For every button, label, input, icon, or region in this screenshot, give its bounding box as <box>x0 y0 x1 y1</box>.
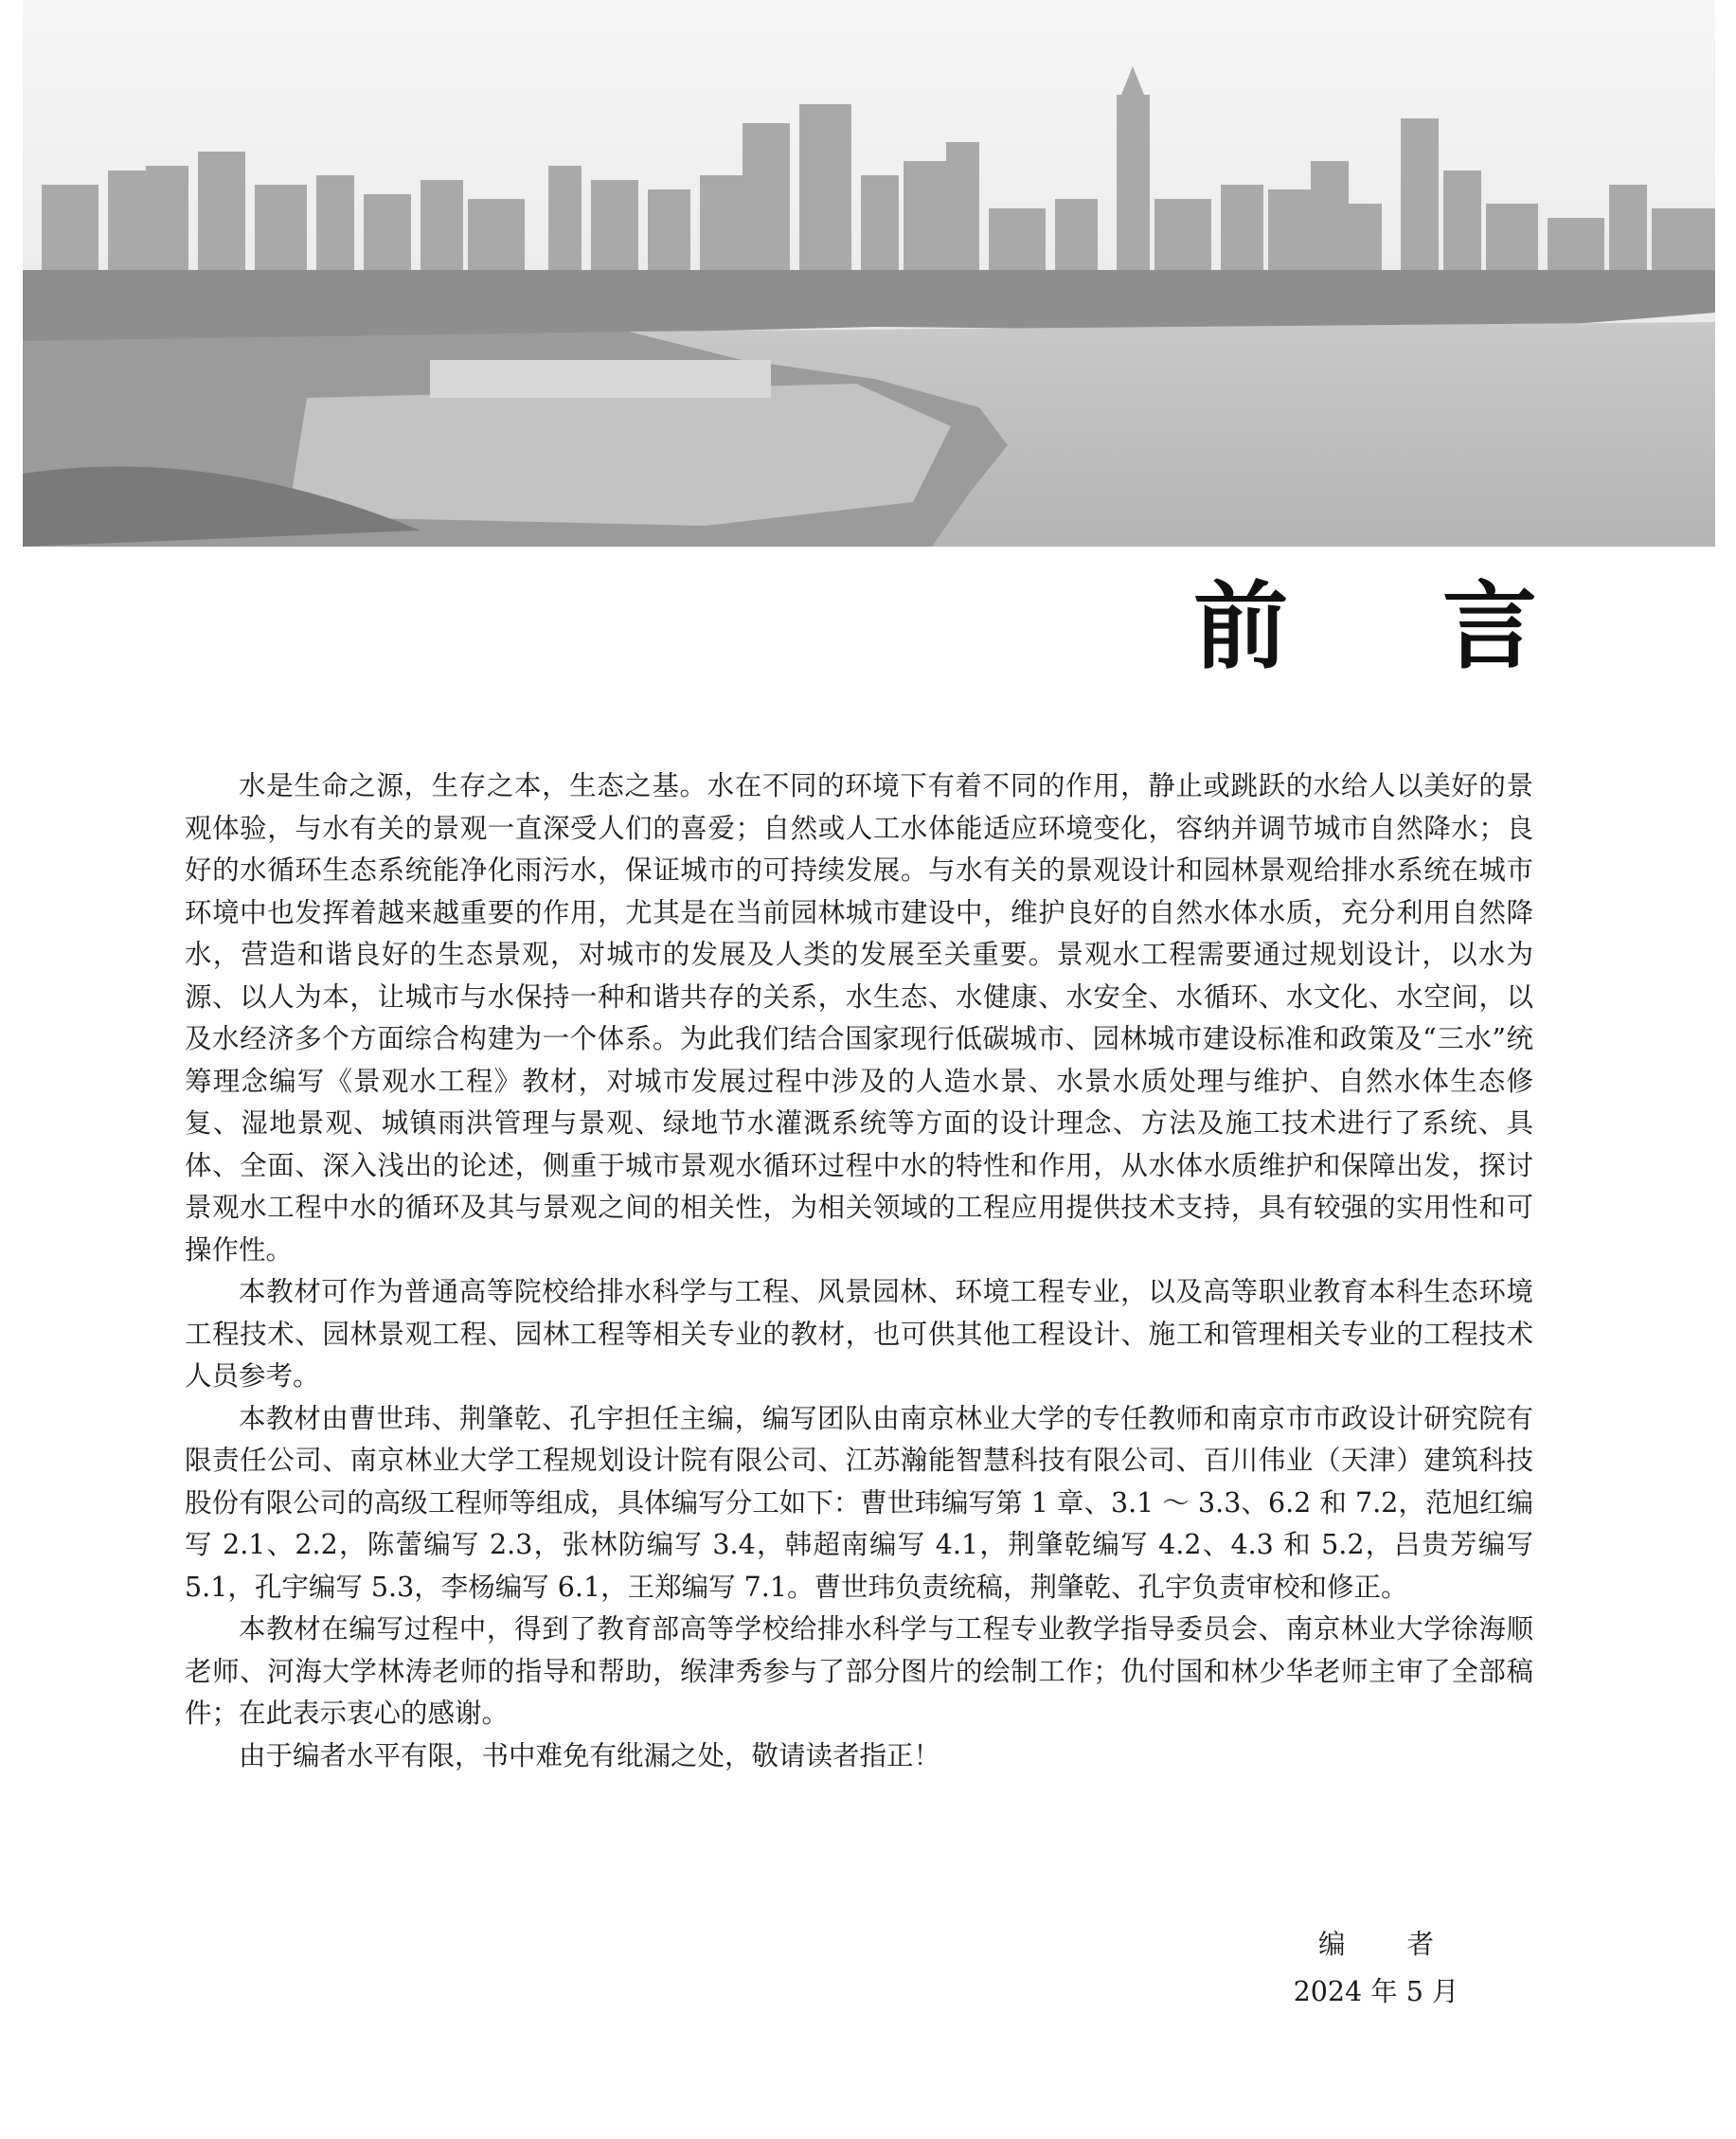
preface-paragraph: 由于编者水平有限，书中难免有纰漏之处，敬请读者指正！ <box>239 1739 941 1771</box>
preface-paragraph: 水是生命之源，生存之本，生态之基。水在不同的环境下有着不同的作用，静止或跳跃的水给人以美好的景观体验，与水有关的景观一直深受人们的喜爱；自然或人工水体能适应环境变化，容纳并调节城市自然降水；良好的水循环生态系统能净化雨污水，保证城市的可持续发展。与水有关的景观设计和园林景观给排水系统在城市环境中也发挥着越来越重要的作用，尤其是在当前园林城市建设中，维护良好的自然水体水质，充分利用自然降水，营造和谐良好的生态景观，对城市的发展及人类的发展至关重要。景观水工程需要通过规划设计，以水为源、以人为本，让城市与水保持一种和谐共存的关系，水生态、水健康、水安全、水循环、水文化、水空间，以及水经济多个方面综合构建为一个体系。为此我们结合国家现行低碳城市、园林城市建设标准和政策及“三水”统筹理念编写《景观水工程》教材，对城市发展过程中涉及的人造水景、水景水质处理与维护、自然水体生态修复、湿地景观、城镇雨洪管理与景观、绿地节水灌溉系统等方面的设计理念、方法及施工技术进行了系统、具体、全面、深入浅出的论述，侧重于城市景观水循环过程中水的特性和作用，从水体水质维护和保障出发，探讨景观水工程中水的循环及其与景观之间的相关性，为相关领域的工程应用提供技术支持，具有较强的实用性和可操作性。 <box>185 770 1533 1266</box>
page-title: 前 言 <box>1193 571 1598 682</box>
banner-photo <box>23 0 1715 547</box>
preface-paragraph: 本教材在编写过程中，得到了教育部高等学校给排水科学与工程专业教学指导委员会、南京林业大学徐海顺老师、河海大学林涛老师的指导和帮助，缑津秀参与了部分图片的绘制工作；仇付国和林少华老师主审了全部稿件；在此表示衷心的感谢。 <box>185 1613 1533 1729</box>
signature-author: 编 者 <box>1317 1929 1461 1960</box>
city-skyline-lake-photo <box>23 0 1715 547</box>
preface-body <box>185 765 1533 1777</box>
signature-date: 2024 年 5 月 <box>1293 1976 1459 2007</box>
preface-paragraph: 本教材可作为普通高等院校给排水科学与工程、风景园林、环境工程专业，以及高等职业教育本科生态环境工程技术、园林景观工程、园林工程等相关专业的教材，也可供其他工程设计、施工和管理相关专业的工程技术人员参考。 <box>185 1276 1533 1392</box>
preface-paragraph: 本教材由曹世玮、荆肇乾、孔宇担任主编，编写团队由南京林业大学的专任教师和南京市市政设计研究院有限责任公司、南京林业大学工程规划设计院有限公司、江苏瀚能智慧科技有限公司、百川伟业（天津）建筑科技股份有限公司的高级工程师等组成，具体编写分工如下：曹世玮编写第 1 章、3.1 ～ 3.3、6.2 和 7.2，范旭红编写 2.1、2.2，陈蕾编写 2.3，张林防编写 3.4，韩超南编写 4.1，荆肇乾编写 4.2、4.3 和 5.2，吕贵芳编写 5.1，孔宇编写 5.3，李杨编写 6.1，王郑编写 7.1。曹世玮负责统稿，荆肇乾、孔宇负责审校和修正。 <box>185 1402 1533 1603</box>
signature-block <box>1281 1921 1471 2016</box>
